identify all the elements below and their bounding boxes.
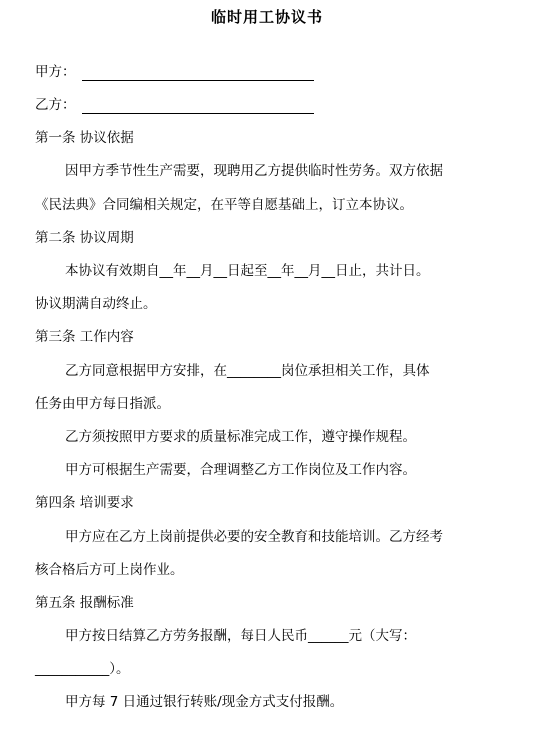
party-a-blank — [82, 66, 314, 81]
article-1-heading: 第一条 协议依据 — [35, 130, 134, 146]
article-3-paragraph-1-line-2: 任务由甲方每日指派。 — [35, 396, 170, 412]
party-b-row — [35, 96, 314, 114]
article-3-heading: 第三条 工作内容 — [35, 329, 134, 345]
article-2-paragraph-1-line-2: 协议期满自动终止。 — [35, 296, 157, 312]
party-a-row — [35, 63, 314, 81]
article-4-paragraph-1-line-2: 核合格后方可上岗作业。 — [35, 562, 184, 578]
article-3-paragraph-3: 甲方可根据生产需要，合理调整乙方工作岗位及工作内容。 — [65, 462, 416, 478]
article-5-paragraph-2: 甲方每 7 日通过银行转账/现金方式支付报酬。 — [65, 694, 344, 710]
party-b-label: 乙方： — [35, 97, 76, 113]
article-1-paragraph-1-line-2: 《民法典》合同编相关规定，在平等自愿基础上，订立本协议。 — [35, 197, 413, 213]
article-5-heading: 第五条 报酬标准 — [35, 595, 134, 611]
article-2-heading: 第二条 协议周期 — [35, 230, 134, 246]
document-title: 临时用工协议书 — [210, 8, 323, 26]
article-5-paragraph-1-line-2: ___________）。 — [35, 661, 130, 677]
party-a-label: 甲方： — [35, 64, 76, 80]
article-1-paragraph-1-line-1: 因甲方季节性生产需要，现聘用乙方提供临时性劳务。双方依据 — [65, 163, 443, 179]
article-3-paragraph-1-line-1: 乙方同意根据甲方安排，在________岗位承担相关工作，具体 — [65, 363, 430, 379]
article-2-paragraph-1-line-1: 本协议有效期自__年__月__日起至__年__月__日止，共计日。 — [65, 263, 430, 279]
party-b-blank — [82, 99, 314, 114]
article-5-paragraph-1-line-1: 甲方按日结算乙方劳务报酬，每日人民币______元（大写： — [65, 628, 416, 644]
article-3-paragraph-2: 乙方须按照甲方要求的质量标准完成工作，遵守操作规程。 — [65, 429, 416, 445]
article-4-heading: 第四条 培训要求 — [35, 495, 134, 511]
article-4-paragraph-1-line-1: 甲方应在乙方上岗前提供必要的安全教育和技能培训。乙方经考 — [65, 529, 443, 545]
